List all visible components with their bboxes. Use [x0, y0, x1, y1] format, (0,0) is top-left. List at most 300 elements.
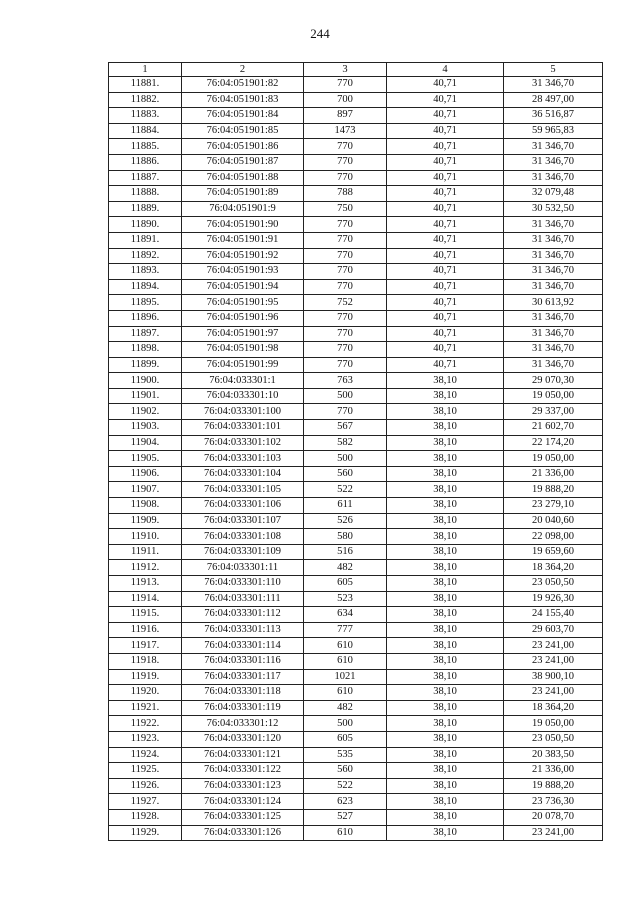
- row-number-cell: 11922.: [109, 716, 182, 732]
- table-row: [109, 139, 603, 155]
- row-number-cell: 11884.: [109, 123, 182, 139]
- rate-cell: 40,71: [387, 326, 504, 342]
- amount-cell: 24 155,40: [504, 607, 603, 623]
- amount-cell: 21 336,00: [504, 466, 603, 482]
- amount-cell: 38 900,10: [504, 669, 603, 685]
- cadastral-number-cell: 76:04:033301:119: [182, 700, 304, 716]
- cadastral-number-cell: 76:04:051901:82: [182, 77, 304, 93]
- amount-cell: 31 346,70: [504, 170, 603, 186]
- cadastral-number-cell: 76:04:033301:116: [182, 653, 304, 669]
- row-number-cell: 11903.: [109, 420, 182, 436]
- row-number-cell: 11888.: [109, 186, 182, 202]
- amount-cell: 31 346,70: [504, 217, 603, 233]
- row-number-cell: 11897.: [109, 326, 182, 342]
- rate-cell: 40,71: [387, 310, 504, 326]
- rate-cell: 38,10: [387, 685, 504, 701]
- row-number-cell: 11910.: [109, 529, 182, 545]
- table-row: [109, 700, 603, 716]
- row-number-cell: 11893.: [109, 264, 182, 280]
- rate-cell: 40,71: [387, 342, 504, 358]
- amount-cell: 29 603,70: [504, 622, 603, 638]
- amount-cell: 29 070,30: [504, 373, 603, 389]
- area-cell: 1473: [304, 123, 387, 139]
- area-cell: 770: [304, 232, 387, 248]
- amount-cell: 30 532,50: [504, 201, 603, 217]
- rate-cell: 40,71: [387, 92, 504, 108]
- row-number-cell: 11909.: [109, 513, 182, 529]
- area-cell: 560: [304, 466, 387, 482]
- amount-cell: 19 050,00: [504, 451, 603, 467]
- amount-cell: 30 613,92: [504, 295, 603, 311]
- amount-cell: 28 497,00: [504, 92, 603, 108]
- amount-cell: 22 098,00: [504, 529, 603, 545]
- table-row: [109, 92, 603, 108]
- cadastral-number-cell: 76:04:033301:100: [182, 404, 304, 420]
- row-number-cell: 11896.: [109, 310, 182, 326]
- amount-cell: 31 346,70: [504, 264, 603, 280]
- amount-cell: 19 050,00: [504, 388, 603, 404]
- table-row: [109, 310, 603, 326]
- cadastral-number-cell: 76:04:051901:90: [182, 217, 304, 233]
- amount-cell: 31 346,70: [504, 154, 603, 170]
- rate-cell: 38,10: [387, 747, 504, 763]
- area-cell: 567: [304, 420, 387, 436]
- amount-cell: 19 050,00: [504, 716, 603, 732]
- row-number-cell: 11905.: [109, 451, 182, 467]
- rate-cell: 38,10: [387, 420, 504, 436]
- table-row: [109, 186, 603, 202]
- rate-cell: 38,10: [387, 809, 504, 825]
- cadastral-number-cell: 76:04:033301:12: [182, 716, 304, 732]
- cadastral-number-cell: 76:04:033301:1: [182, 373, 304, 389]
- cadastral-number-cell: 76:04:051901:87: [182, 154, 304, 170]
- area-cell: 770: [304, 139, 387, 155]
- row-number-cell: 11908.: [109, 498, 182, 514]
- rate-cell: 38,10: [387, 373, 504, 389]
- row-number-cell: 11926.: [109, 778, 182, 794]
- amount-cell: 21 602,70: [504, 420, 603, 436]
- amount-cell: 20 078,70: [504, 809, 603, 825]
- cadastral-number-cell: 76:04:033301:111: [182, 591, 304, 607]
- area-cell: 897: [304, 108, 387, 124]
- amount-cell: 31 346,70: [504, 357, 603, 373]
- table-row: [109, 482, 603, 498]
- area-cell: 522: [304, 778, 387, 794]
- amount-cell: 22 174,20: [504, 435, 603, 451]
- table-row: [109, 248, 603, 264]
- rate-cell: 40,71: [387, 170, 504, 186]
- table-row: [109, 716, 603, 732]
- row-number-cell: 11904.: [109, 435, 182, 451]
- rate-cell: 38,10: [387, 669, 504, 685]
- rate-cell: 38,10: [387, 560, 504, 576]
- rate-cell: 38,10: [387, 653, 504, 669]
- area-cell: 700: [304, 92, 387, 108]
- row-number-cell: 11891.: [109, 232, 182, 248]
- area-cell: 527: [304, 809, 387, 825]
- cadastral-number-cell: 76:04:051901:89: [182, 186, 304, 202]
- table-row: [109, 544, 603, 560]
- row-number-cell: 11917.: [109, 638, 182, 654]
- area-cell: 623: [304, 794, 387, 810]
- amount-cell: 31 346,70: [504, 326, 603, 342]
- row-number-cell: 11899.: [109, 357, 182, 373]
- table-row: [109, 731, 603, 747]
- table-row: [109, 388, 603, 404]
- cadastral-number-cell: 76:04:033301:117: [182, 669, 304, 685]
- row-number-cell: 11883.: [109, 108, 182, 124]
- column-header: 4: [387, 63, 504, 77]
- cadastral-number-cell: 76:04:033301:11: [182, 560, 304, 576]
- table-row: [109, 685, 603, 701]
- amount-cell: 59 965,83: [504, 123, 603, 139]
- row-number-cell: 11881.: [109, 77, 182, 93]
- area-cell: 1021: [304, 669, 387, 685]
- table-row: [109, 669, 603, 685]
- row-number-cell: 11924.: [109, 747, 182, 763]
- area-cell: 610: [304, 638, 387, 654]
- rate-cell: 38,10: [387, 576, 504, 592]
- row-number-cell: 11921.: [109, 700, 182, 716]
- cadastral-number-cell: 76:04:033301:101: [182, 420, 304, 436]
- rate-cell: 40,71: [387, 248, 504, 264]
- area-cell: 482: [304, 560, 387, 576]
- rate-cell: 38,10: [387, 388, 504, 404]
- row-number-cell: 11898.: [109, 342, 182, 358]
- amount-cell: 18 364,20: [504, 560, 603, 576]
- cadastral-number-cell: 76:04:033301:118: [182, 685, 304, 701]
- table-row: [109, 747, 603, 763]
- rate-cell: 40,71: [387, 295, 504, 311]
- row-number-cell: 11886.: [109, 154, 182, 170]
- amount-cell: 20 383,50: [504, 747, 603, 763]
- amount-cell: 32 079,48: [504, 186, 603, 202]
- area-cell: 500: [304, 716, 387, 732]
- amount-cell: 23 279,10: [504, 498, 603, 514]
- row-number-cell: 11906.: [109, 466, 182, 482]
- cadastral-number-cell: 76:04:051901:92: [182, 248, 304, 264]
- area-cell: 610: [304, 685, 387, 701]
- rate-cell: 40,71: [387, 357, 504, 373]
- area-cell: 770: [304, 264, 387, 280]
- amount-cell: 31 346,70: [504, 279, 603, 295]
- cadastral-number-cell: 76:04:033301:120: [182, 731, 304, 747]
- cadastral-number-cell: 76:04:033301:109: [182, 544, 304, 560]
- amount-cell: 23 050,50: [504, 731, 603, 747]
- cadastral-number-cell: 76:04:033301:110: [182, 576, 304, 592]
- rate-cell: 38,10: [387, 794, 504, 810]
- cadastral-number-cell: 76:04:033301:123: [182, 778, 304, 794]
- table-row: [109, 576, 603, 592]
- rate-cell: 40,71: [387, 154, 504, 170]
- cadastral-number-cell: 76:04:033301:124: [182, 794, 304, 810]
- row-number-cell: 11900.: [109, 373, 182, 389]
- row-number-cell: 11923.: [109, 731, 182, 747]
- row-number-cell: 11911.: [109, 544, 182, 560]
- area-cell: 482: [304, 700, 387, 716]
- table-row: [109, 466, 603, 482]
- column-header: 5: [504, 63, 603, 77]
- area-cell: 770: [304, 342, 387, 358]
- cadastral-number-cell: 76:04:051901:9: [182, 201, 304, 217]
- cadastral-number-cell: 76:04:051901:97: [182, 326, 304, 342]
- area-cell: 535: [304, 747, 387, 763]
- amount-cell: 31 346,70: [504, 139, 603, 155]
- table-row: [109, 232, 603, 248]
- table-row: [109, 201, 603, 217]
- row-number-cell: 11914.: [109, 591, 182, 607]
- row-number-cell: 11902.: [109, 404, 182, 420]
- cadastral-number-cell: 76:04:033301:105: [182, 482, 304, 498]
- rate-cell: 38,10: [387, 482, 504, 498]
- rate-cell: 38,10: [387, 731, 504, 747]
- area-cell: 763: [304, 373, 387, 389]
- row-number-cell: 11894.: [109, 279, 182, 295]
- cadastral-number-cell: 76:04:051901:91: [182, 232, 304, 248]
- amount-cell: 20 040,60: [504, 513, 603, 529]
- row-number-cell: 11925.: [109, 763, 182, 779]
- table-row: [109, 279, 603, 295]
- table-row: [109, 420, 603, 436]
- amount-cell: 36 516,87: [504, 108, 603, 124]
- table-row: [109, 591, 603, 607]
- amount-cell: 18 364,20: [504, 700, 603, 716]
- area-cell: 582: [304, 435, 387, 451]
- column-header: 1: [109, 63, 182, 77]
- cadastral-number-cell: 76:04:033301:10: [182, 388, 304, 404]
- table-row: [109, 264, 603, 280]
- table-row: [109, 622, 603, 638]
- table-row: [109, 809, 603, 825]
- area-cell: 500: [304, 388, 387, 404]
- row-number-cell: 11913.: [109, 576, 182, 592]
- row-number-cell: 11890.: [109, 217, 182, 233]
- row-number-cell: 11919.: [109, 669, 182, 685]
- row-number-cell: 11882.: [109, 92, 182, 108]
- amount-cell: 19 926,30: [504, 591, 603, 607]
- area-cell: 770: [304, 279, 387, 295]
- rate-cell: 40,71: [387, 77, 504, 93]
- area-cell: 605: [304, 731, 387, 747]
- amount-cell: 23 241,00: [504, 685, 603, 701]
- rate-cell: 38,10: [387, 763, 504, 779]
- rate-cell: 40,71: [387, 264, 504, 280]
- cadastral-number-cell: 76:04:033301:106: [182, 498, 304, 514]
- cadastral-number-cell: 76:04:033301:108: [182, 529, 304, 545]
- table-row: [109, 778, 603, 794]
- area-cell: 770: [304, 404, 387, 420]
- cadastral-number-cell: 76:04:051901:94: [182, 279, 304, 295]
- rate-cell: 40,71: [387, 201, 504, 217]
- area-cell: 770: [304, 217, 387, 233]
- rate-cell: 38,10: [387, 498, 504, 514]
- cadastral-number-cell: 76:04:051901:88: [182, 170, 304, 186]
- table-row: [109, 529, 603, 545]
- rate-cell: 40,71: [387, 279, 504, 295]
- area-cell: 770: [304, 170, 387, 186]
- table-row: [109, 404, 603, 420]
- area-cell: 770: [304, 248, 387, 264]
- column-header: 2: [182, 63, 304, 77]
- rate-cell: 38,10: [387, 404, 504, 420]
- table-row: [109, 357, 603, 373]
- amount-cell: 31 346,70: [504, 342, 603, 358]
- table-row: [109, 342, 603, 358]
- table-row: [109, 435, 603, 451]
- rate-cell: 38,10: [387, 716, 504, 732]
- rate-cell: 38,10: [387, 435, 504, 451]
- rate-cell: 38,10: [387, 544, 504, 560]
- table-row: [109, 794, 603, 810]
- rate-cell: 40,71: [387, 217, 504, 233]
- area-cell: 752: [304, 295, 387, 311]
- rate-cell: 38,10: [387, 466, 504, 482]
- cadastral-number-cell: 76:04:051901:96: [182, 310, 304, 326]
- row-number-cell: 11889.: [109, 201, 182, 217]
- table-row: [109, 170, 603, 186]
- table-row: [109, 451, 603, 467]
- cadastral-number-cell: 76:04:051901:99: [182, 357, 304, 373]
- cadastral-number-cell: 76:04:033301:122: [182, 763, 304, 779]
- cadastral-number-cell: 76:04:051901:84: [182, 108, 304, 124]
- table-row: [109, 653, 603, 669]
- area-cell: 560: [304, 763, 387, 779]
- row-number-cell: 11907.: [109, 482, 182, 498]
- rate-cell: 40,71: [387, 108, 504, 124]
- rate-cell: 40,71: [387, 139, 504, 155]
- rate-cell: 38,10: [387, 591, 504, 607]
- cadastral-number-cell: 76:04:051901:83: [182, 92, 304, 108]
- rate-cell: 38,10: [387, 513, 504, 529]
- rate-cell: 40,71: [387, 123, 504, 139]
- table-row: [109, 295, 603, 311]
- area-cell: 770: [304, 357, 387, 373]
- amount-cell: 23 736,30: [504, 794, 603, 810]
- area-cell: 605: [304, 576, 387, 592]
- area-cell: 580: [304, 529, 387, 545]
- amount-cell: 23 241,00: [504, 638, 603, 654]
- row-number-cell: 11887.: [109, 170, 182, 186]
- amount-cell: 31 346,70: [504, 310, 603, 326]
- area-cell: 611: [304, 498, 387, 514]
- rate-cell: 38,10: [387, 700, 504, 716]
- cadastral-number-cell: 76:04:033301:102: [182, 435, 304, 451]
- cadastral-number-cell: 76:04:051901:86: [182, 139, 304, 155]
- row-number-cell: 11915.: [109, 607, 182, 623]
- rate-cell: 38,10: [387, 451, 504, 467]
- row-number-cell: 11929.: [109, 825, 182, 841]
- row-number-cell: 11912.: [109, 560, 182, 576]
- rate-cell: 38,10: [387, 638, 504, 654]
- amount-cell: 19 659,60: [504, 544, 603, 560]
- area-cell: 610: [304, 825, 387, 841]
- area-cell: 770: [304, 154, 387, 170]
- table-row: [109, 123, 603, 139]
- cadastral-number-cell: 76:04:051901:85: [182, 123, 304, 139]
- row-number-cell: 11927.: [109, 794, 182, 810]
- amount-cell: 19 888,20: [504, 778, 603, 794]
- page-number: 244: [310, 26, 330, 41]
- table-body: [109, 77, 603, 841]
- area-cell: 777: [304, 622, 387, 638]
- row-number-cell: 11885.: [109, 139, 182, 155]
- cadastral-number-cell: 76:04:033301:126: [182, 825, 304, 841]
- rate-cell: 40,71: [387, 232, 504, 248]
- table-row: [109, 825, 603, 841]
- table-row: [109, 560, 603, 576]
- table-row: [109, 498, 603, 514]
- cadastral-number-cell: 76:04:033301:103: [182, 451, 304, 467]
- table-row: [109, 373, 603, 389]
- cadastral-number-cell: 76:04:033301:121: [182, 747, 304, 763]
- amount-cell: 23 241,00: [504, 653, 603, 669]
- table-row: [109, 326, 603, 342]
- table-header-row: [109, 63, 603, 77]
- cadastral-number-cell: 76:04:033301:125: [182, 809, 304, 825]
- table-row: [109, 77, 603, 93]
- rate-cell: 38,10: [387, 622, 504, 638]
- rate-cell: 38,10: [387, 529, 504, 545]
- amount-cell: 19 888,20: [504, 482, 603, 498]
- table-row: [109, 154, 603, 170]
- cadastral-number-cell: 76:04:033301:112: [182, 607, 304, 623]
- amount-cell: 31 346,70: [504, 77, 603, 93]
- cadastral-number-cell: 76:04:033301:104: [182, 466, 304, 482]
- column-header: 3: [304, 63, 387, 77]
- cadastral-number-cell: 76:04:033301:114: [182, 638, 304, 654]
- area-cell: 516: [304, 544, 387, 560]
- area-cell: 750: [304, 201, 387, 217]
- amount-cell: 31 346,70: [504, 248, 603, 264]
- table-row: [109, 217, 603, 233]
- rate-cell: 38,10: [387, 825, 504, 841]
- amount-cell: 23 050,50: [504, 576, 603, 592]
- table-row: [109, 763, 603, 779]
- row-number-cell: 11901.: [109, 388, 182, 404]
- area-cell: 770: [304, 326, 387, 342]
- cadastral-number-cell: 76:04:051901:98: [182, 342, 304, 358]
- area-cell: 788: [304, 186, 387, 202]
- area-cell: 634: [304, 607, 387, 623]
- rate-cell: 38,10: [387, 607, 504, 623]
- row-number-cell: 11928.: [109, 809, 182, 825]
- cadastral-number-cell: 76:04:051901:95: [182, 295, 304, 311]
- area-cell: 500: [304, 451, 387, 467]
- row-number-cell: 11916.: [109, 622, 182, 638]
- rate-cell: 40,71: [387, 186, 504, 202]
- amount-cell: 29 337,00: [504, 404, 603, 420]
- cadastral-number-cell: 76:04:033301:107: [182, 513, 304, 529]
- amount-cell: 23 241,00: [504, 825, 603, 841]
- amount-cell: 21 336,00: [504, 763, 603, 779]
- row-number-cell: 11920.: [109, 685, 182, 701]
- amount-cell: 31 346,70: [504, 232, 603, 248]
- table-row: [109, 607, 603, 623]
- row-number-cell: 11892.: [109, 248, 182, 264]
- data-table: [108, 62, 603, 841]
- rate-cell: 38,10: [387, 778, 504, 794]
- cadastral-number-cell: 76:04:033301:113: [182, 622, 304, 638]
- area-cell: 770: [304, 77, 387, 93]
- area-cell: 522: [304, 482, 387, 498]
- cadastral-number-cell: 76:04:051901:93: [182, 264, 304, 280]
- table-row: [109, 513, 603, 529]
- area-cell: 610: [304, 653, 387, 669]
- table-row: [109, 638, 603, 654]
- area-cell: 523: [304, 591, 387, 607]
- table-row: [109, 108, 603, 124]
- row-number-cell: 11895.: [109, 295, 182, 311]
